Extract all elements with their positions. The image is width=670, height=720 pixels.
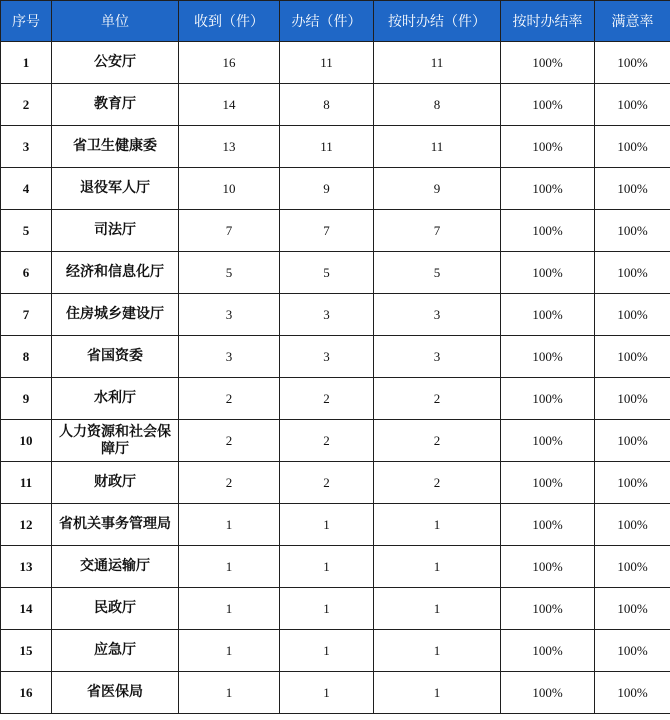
cell-unit: 司法厅 xyxy=(52,210,179,252)
cell-unit: 公安厅 xyxy=(52,42,179,84)
cell-received: 1 xyxy=(179,630,280,672)
header-satisfaction: 满意率 xyxy=(595,1,670,42)
cell-on-time: 11 xyxy=(374,126,501,168)
cell-on-time: 2 xyxy=(374,462,501,504)
cell-seq: 3 xyxy=(1,126,52,168)
cell-seq: 16 xyxy=(1,672,52,714)
cell-satisfaction: 100% xyxy=(595,336,670,378)
cell-on-time-rate: 100% xyxy=(501,504,595,546)
table-row xyxy=(1,336,670,378)
cell-on-time: 8 xyxy=(374,84,501,126)
cell-seq: 15 xyxy=(1,630,52,672)
cell-on-time: 5 xyxy=(374,252,501,294)
cell-on-time-rate: 100% xyxy=(501,336,595,378)
cell-satisfaction: 100% xyxy=(595,252,670,294)
cell-seq: 13 xyxy=(1,546,52,588)
table-row xyxy=(1,42,670,84)
table-row xyxy=(1,378,670,420)
cell-on-time: 3 xyxy=(374,294,501,336)
table-row xyxy=(1,588,670,630)
cell-satisfaction: 100% xyxy=(595,84,670,126)
cell-on-time: 1 xyxy=(374,504,501,546)
cell-on-time-rate: 100% xyxy=(501,126,595,168)
cell-on-time-rate: 100% xyxy=(501,420,595,462)
cell-received: 7 xyxy=(179,210,280,252)
cell-satisfaction: 100% xyxy=(595,378,670,420)
cell-on-time: 9 xyxy=(374,168,501,210)
header-on-time-rate: 按时办结率 xyxy=(501,1,595,42)
cell-completed: 7 xyxy=(280,210,374,252)
cell-unit: 应急厅 xyxy=(52,630,179,672)
cell-seq: 12 xyxy=(1,504,52,546)
cell-completed: 8 xyxy=(280,84,374,126)
cell-unit: 省卫生健康委 xyxy=(52,126,179,168)
cell-on-time: 1 xyxy=(374,672,501,714)
cell-completed: 3 xyxy=(280,336,374,378)
cell-unit: 教育厅 xyxy=(52,84,179,126)
cell-satisfaction: 100% xyxy=(595,294,670,336)
cell-on-time: 1 xyxy=(374,546,501,588)
cell-unit: 省机关事务管理局 xyxy=(52,504,179,546)
cell-completed: 2 xyxy=(280,378,374,420)
cell-received: 1 xyxy=(179,672,280,714)
cell-received: 2 xyxy=(179,378,280,420)
table-row xyxy=(1,504,670,546)
cell-seq: 6 xyxy=(1,252,52,294)
header-seq: 序号 xyxy=(1,1,52,42)
cell-completed: 2 xyxy=(280,462,374,504)
cell-received: 3 xyxy=(179,336,280,378)
cell-completed: 11 xyxy=(280,126,374,168)
cell-completed: 2 xyxy=(280,420,374,462)
cell-satisfaction: 100% xyxy=(595,420,670,462)
cell-received: 1 xyxy=(179,588,280,630)
cell-received: 1 xyxy=(179,504,280,546)
cell-seq: 11 xyxy=(1,462,52,504)
cell-on-time-rate: 100% xyxy=(501,588,595,630)
cell-seq: 14 xyxy=(1,588,52,630)
cell-completed: 3 xyxy=(280,294,374,336)
cell-satisfaction: 100% xyxy=(595,504,670,546)
table-row xyxy=(1,420,670,462)
cell-on-time-rate: 100% xyxy=(501,84,595,126)
cell-completed: 11 xyxy=(280,42,374,84)
cell-received: 1 xyxy=(179,546,280,588)
cell-seq: 2 xyxy=(1,84,52,126)
cell-on-time-rate: 100% xyxy=(501,630,595,672)
table-row xyxy=(1,546,670,588)
cell-on-time-rate: 100% xyxy=(501,462,595,504)
cell-on-time-rate: 100% xyxy=(501,294,595,336)
cell-on-time: 2 xyxy=(374,378,501,420)
cell-unit: 经济和信息化厅 xyxy=(52,252,179,294)
cell-seq: 8 xyxy=(1,336,52,378)
cell-on-time: 3 xyxy=(374,336,501,378)
cell-seq: 4 xyxy=(1,168,52,210)
cell-on-time-rate: 100% xyxy=(501,210,595,252)
table-row xyxy=(1,630,670,672)
cell-satisfaction: 100% xyxy=(595,126,670,168)
cell-unit: 水利厅 xyxy=(52,378,179,420)
cell-unit: 人力资源和社会保障厅 xyxy=(52,420,179,462)
cell-unit: 财政厅 xyxy=(52,462,179,504)
cell-unit: 省国资委 xyxy=(52,336,179,378)
cell-unit: 民政厅 xyxy=(52,588,179,630)
cell-satisfaction: 100% xyxy=(595,42,670,84)
cell-unit: 退役军人厅 xyxy=(52,168,179,210)
table-row xyxy=(1,168,670,210)
header-on-time: 按时办结（件） xyxy=(374,1,501,42)
cell-satisfaction: 100% xyxy=(595,672,670,714)
cell-received: 3 xyxy=(179,294,280,336)
header-received: 收到（件） xyxy=(179,1,280,42)
cell-seq: 1 xyxy=(1,42,52,84)
cell-completed: 1 xyxy=(280,630,374,672)
cell-on-time-rate: 100% xyxy=(501,168,595,210)
cell-completed: 1 xyxy=(280,546,374,588)
cell-completed: 9 xyxy=(280,168,374,210)
cell-on-time-rate: 100% xyxy=(501,42,595,84)
cell-satisfaction: 100% xyxy=(595,462,670,504)
cell-seq: 7 xyxy=(1,294,52,336)
table-row xyxy=(1,672,670,714)
cell-unit: 交通运输厅 xyxy=(52,546,179,588)
cell-received: 2 xyxy=(179,420,280,462)
cell-received: 2 xyxy=(179,462,280,504)
cell-on-time: 2 xyxy=(374,420,501,462)
cell-satisfaction: 100% xyxy=(595,210,670,252)
cell-completed: 1 xyxy=(280,504,374,546)
table-row xyxy=(1,462,670,504)
table-row xyxy=(1,126,670,168)
cell-on-time-rate: 100% xyxy=(501,378,595,420)
cell-seq: 10 xyxy=(1,420,52,462)
cell-on-time: 1 xyxy=(374,630,501,672)
table-body xyxy=(1,42,670,714)
cell-on-time: 1 xyxy=(374,588,501,630)
cell-unit: 住房城乡建设厅 xyxy=(52,294,179,336)
cell-seq: 5 xyxy=(1,210,52,252)
header-completed: 办结（件） xyxy=(280,1,374,42)
cell-on-time: 11 xyxy=(374,42,501,84)
cell-satisfaction: 100% xyxy=(595,630,670,672)
cell-on-time-rate: 100% xyxy=(501,546,595,588)
cell-received: 5 xyxy=(179,252,280,294)
cell-satisfaction: 100% xyxy=(595,546,670,588)
cell-received: 14 xyxy=(179,84,280,126)
cell-received: 13 xyxy=(179,126,280,168)
cell-completed: 1 xyxy=(280,672,374,714)
cell-satisfaction: 100% xyxy=(595,168,670,210)
table-header-row xyxy=(1,1,670,42)
cell-on-time-rate: 100% xyxy=(501,252,595,294)
cell-completed: 1 xyxy=(280,588,374,630)
cell-seq: 9 xyxy=(1,378,52,420)
table-row xyxy=(1,252,670,294)
table-row xyxy=(1,210,670,252)
cell-satisfaction: 100% xyxy=(595,588,670,630)
cell-on-time: 7 xyxy=(374,210,501,252)
cell-unit: 省医保局 xyxy=(52,672,179,714)
cell-received: 10 xyxy=(179,168,280,210)
cell-received: 16 xyxy=(179,42,280,84)
table-row xyxy=(1,84,670,126)
cell-on-time-rate: 100% xyxy=(501,672,595,714)
table-row xyxy=(1,294,670,336)
header-unit: 单位 xyxy=(52,1,179,42)
cell-completed: 5 xyxy=(280,252,374,294)
